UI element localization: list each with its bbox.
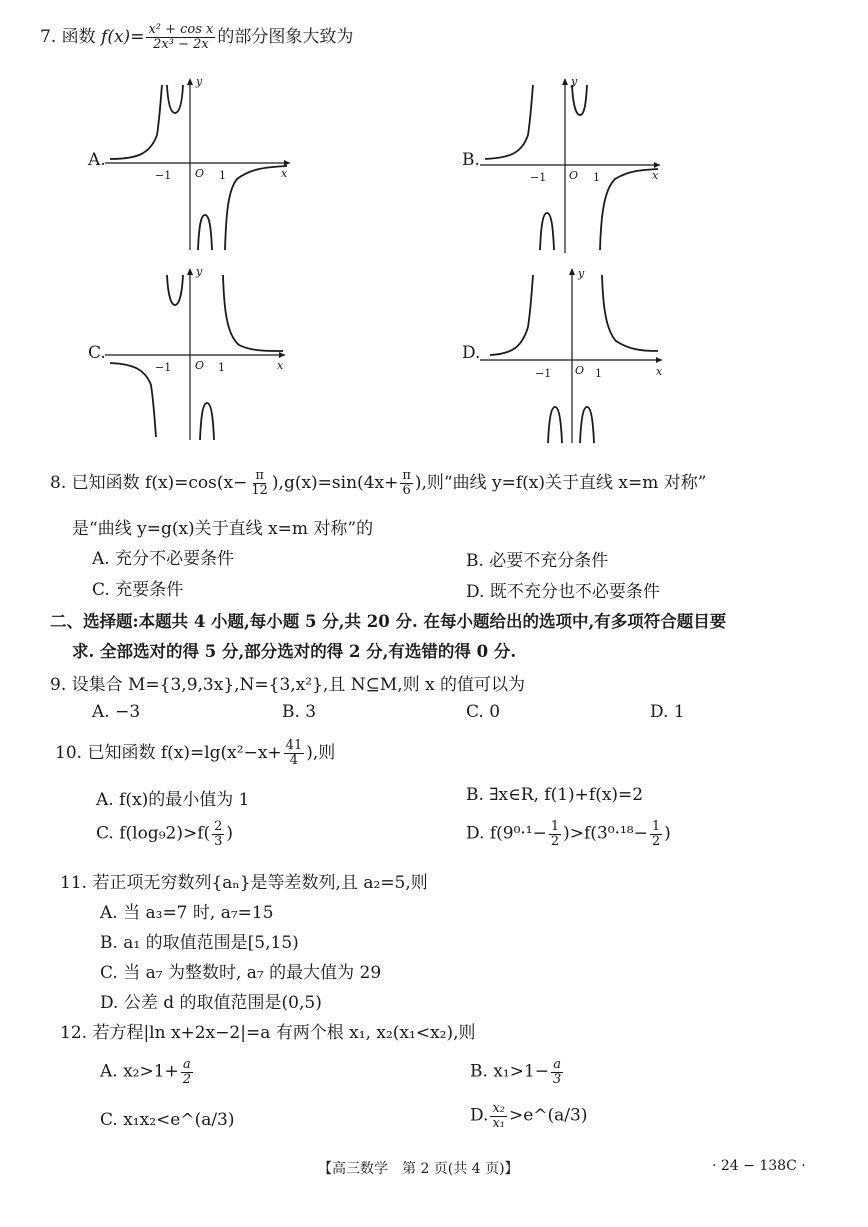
graph-a-svg: [105, 75, 295, 255]
q10-option-b: B. ∃x∈R, f(1)+f(x)=2: [466, 785, 644, 805]
q8-frac-pi6: [400, 469, 413, 497]
q10-option-d-den1: 2: [550, 833, 560, 849]
section2-line2: 求. 全部选对的得 5 分,部分选对的得 2 分,有选错的得 0 分.: [72, 642, 517, 661]
graph-b-x-label: x: [652, 169, 659, 182]
graph-a-y-arrow: [187, 78, 193, 85]
graph-b-y-label: y: [571, 75, 578, 88]
q12-option-d-den: x₁: [492, 1115, 505, 1131]
q10-frac-den: 4: [289, 753, 299, 768]
q12-option-b-text: B. x₁>1−: [470, 1061, 550, 1082]
q10-option-d-a: D. f(9⁰·¹−: [466, 823, 547, 844]
q10-option-d: [466, 820, 671, 848]
graph-b-label: B.: [462, 150, 480, 170]
q10-option-d-frac1: [549, 820, 561, 848]
graph-b-branch-hump: [572, 85, 587, 115]
q10-stem: [55, 738, 335, 768]
graph-d-label: D.: [462, 343, 481, 363]
graph-a: [105, 75, 295, 255]
graph-a-branch-dip: [198, 215, 212, 250]
q12-option-d-tail: >e^(a/3): [508, 1105, 588, 1126]
q8-option-a: A. 充分不必要条件: [92, 549, 235, 569]
graph-c-branch-hump: [167, 275, 183, 305]
graph-a-branch-right: [225, 166, 287, 250]
q12-option-c: C. x₁x₂<e^(a/3): [100, 1110, 235, 1130]
graph-c-svg: [105, 265, 295, 445]
q12-option-a-text: A. x₂>1+: [100, 1061, 179, 1082]
graph-d-x-label: x: [656, 365, 663, 378]
graph-b-svg: [480, 75, 670, 255]
graph-b: [480, 75, 670, 255]
graph-c-branch-dip: [200, 403, 214, 440]
graph-d-y-label: y: [578, 267, 585, 280]
q9-stem: 9. 设集合 M={3,9,3x},N={3,x²},且 N⊆M,则 x 的值可以为: [50, 675, 526, 695]
q8-pi12-num: π: [255, 468, 264, 484]
q10-option-d-den2: 2: [651, 833, 661, 849]
q7-number: 7.: [40, 27, 57, 47]
graph-b-branch-left: [485, 85, 533, 159]
page-footer: 【高三数学 第 2 页(共 4 页)】: [318, 1161, 519, 1177]
q8-option-c: C. 充要条件: [92, 580, 184, 600]
q8-option-b: B. 必要不充分条件: [466, 551, 609, 571]
q10-option-c-frac: [212, 820, 224, 848]
graph-a-label: A.: [88, 150, 106, 170]
graph-c-x-arrow: [279, 352, 285, 358]
graph-b-x-arrow: [654, 162, 660, 168]
graph-d-branch-dip1: [548, 407, 562, 443]
graph-b-branch-dip: [540, 213, 554, 250]
q10-option-d-num2: 1: [651, 819, 661, 834]
graph-b-tick-neg: −1: [530, 171, 547, 184]
q10-option-c: [96, 820, 233, 848]
graph-a-x-label: x: [281, 167, 288, 180]
graph-c-branch-left: [110, 363, 156, 437]
graph-d-origin: O: [575, 364, 585, 377]
q10-frac: [284, 739, 305, 767]
graph-c-y-label: y: [196, 265, 203, 278]
q8-part-c: ),则“曲线 y=f(x)关于直线 x=m 对称”: [414, 473, 707, 493]
q7-tail: 的部分图象大致为: [217, 27, 354, 47]
graph-c-tick-neg: −1: [155, 361, 172, 374]
q10-option-d-frac2: [650, 820, 662, 848]
q12-option-b-frac: [551, 1058, 563, 1086]
q9-option-d: D. 1: [650, 702, 685, 722]
q9-option-b: B. 3: [282, 702, 317, 722]
graph-c-y-arrow: [187, 268, 193, 275]
q8-stem-line2: 是“曲线 y=g(x)关于直线 x=m 对称”的: [72, 519, 374, 539]
graph-b-y-arrow: [562, 78, 568, 85]
graph-c-origin: O: [195, 359, 205, 372]
q8-part-a: 8. 已知函数 f(x)=cos(x−: [50, 473, 248, 493]
q10-option-d-num1: 1: [550, 819, 560, 834]
q8-stem-line1: [50, 468, 706, 498]
q9-option-c: C. 0: [466, 702, 501, 722]
q7-stem: [40, 22, 353, 52]
q11-option-c: C. 当 a₇ 为整数时, a₇ 的最大值为 29: [100, 963, 382, 983]
q11-option-b: B. a₁ 的取值范围是[5,15): [100, 933, 299, 953]
graph-d-tick-pos: 1: [595, 367, 602, 380]
graph-a-y-label: y: [196, 75, 203, 88]
graph-c-x-label: x: [277, 359, 284, 372]
graph-c-tick-pos: 1: [218, 361, 225, 374]
q8-pi12-den: 12: [251, 483, 268, 498]
q8-frac-pi12: [249, 469, 270, 497]
q12-option-b-den: 3: [553, 1071, 562, 1087]
q10-stem-b: ),则: [306, 743, 336, 763]
q7-fraction: [146, 23, 215, 51]
q8-part-b: ),g(x)=sin(4x+: [271, 473, 399, 493]
page-code: · 24 − 138C ·: [712, 1158, 806, 1174]
q8-pi6-num: π: [402, 468, 411, 484]
q7-lead: 函数: [61, 27, 96, 47]
graph-a-tick-pos: 1: [219, 169, 226, 182]
q9-option-a: A. −3: [92, 702, 141, 722]
graph-d-tick-neg: −1: [535, 367, 552, 380]
graph-a-branch-left: [110, 85, 162, 159]
q10-option-c-a: C. f(log₉2)>f(: [96, 823, 211, 844]
q10-option-d-b: )>f(3⁰·¹⁸−: [563, 823, 648, 844]
q11-stem: 11. 若正项无穷数列{aₙ}是等差数列,且 a₂=5,则: [60, 873, 428, 893]
graph-d-svg: [480, 265, 670, 445]
graph-c-label: C.: [88, 343, 106, 363]
section2-line1: 二、选择题:本题共 4 小题,每小题 5 分,共 20 分. 在每小题给出的选项中,有多项符合题目要: [50, 612, 727, 631]
q8-pi6-den: 6: [402, 483, 411, 498]
q10-option-d-c: ): [664, 823, 671, 844]
q8-option-d: D. 既不充分也不必要条件: [466, 582, 660, 602]
q12-option-b-num: a: [553, 1057, 562, 1072]
graph-a-origin: O: [195, 167, 205, 180]
q10-frac-num: 41: [285, 738, 303, 754]
q7-frac-den: 2x³ − 2x: [153, 37, 209, 52]
q12-option-a-frac: [181, 1058, 193, 1086]
q10-option-a: A. f(x)的最小值为 1: [96, 790, 250, 810]
q7-function: f(x)=: [101, 27, 145, 47]
graph-d-x-arrow: [656, 357, 662, 363]
graph-a-branch-hump: [167, 85, 183, 113]
q12-option-a: [100, 1058, 195, 1086]
graph-d-branch-dip2: [580, 407, 594, 443]
graph-d-branch-right: [602, 275, 658, 351]
q10-option-c-den: 3: [214, 833, 223, 849]
q7-frac-num: x² + cos x: [148, 22, 214, 38]
graph-b-tick-pos: 1: [593, 171, 600, 184]
graph-d-branch-left: [490, 275, 533, 355]
graph-b-branch-right: [600, 169, 658, 250]
graph-a-tick-neg: −1: [155, 169, 172, 182]
graph-d: [480, 265, 670, 445]
q10-option-c-num: 2: [214, 819, 223, 834]
graph-c-branch-right: [223, 275, 283, 351]
q12-option-d-num: x₂: [492, 1101, 505, 1116]
q11-option-a: A. 当 a₃=7 时, a₇=15: [100, 903, 274, 923]
q12-option-a-num: a: [183, 1057, 191, 1072]
q12-option-a-den: 2: [182, 1071, 192, 1087]
graph-a-x-arrow: [284, 160, 290, 166]
graph-b-origin: O: [569, 169, 579, 182]
graph-d-y-arrow: [569, 268, 575, 275]
q12-option-d-label: D.: [470, 1105, 489, 1126]
q12-option-b: [470, 1058, 565, 1086]
q10-stem-a: 10. 已知函数 f(x)=lg(x²−x+: [55, 743, 282, 763]
graph-c: [105, 265, 295, 445]
q12-option-d: [470, 1102, 587, 1130]
q12-stem: 12. 若方程|ln x+2x−2|=a 有两个根 x₁, x₂(x₁<x₂),则: [60, 1023, 476, 1043]
q11-option-d: D. 公差 d 的取值范围是(0,5): [100, 993, 322, 1013]
q10-option-c-b: ): [226, 823, 234, 844]
q12-option-d-frac: [490, 1102, 507, 1130]
